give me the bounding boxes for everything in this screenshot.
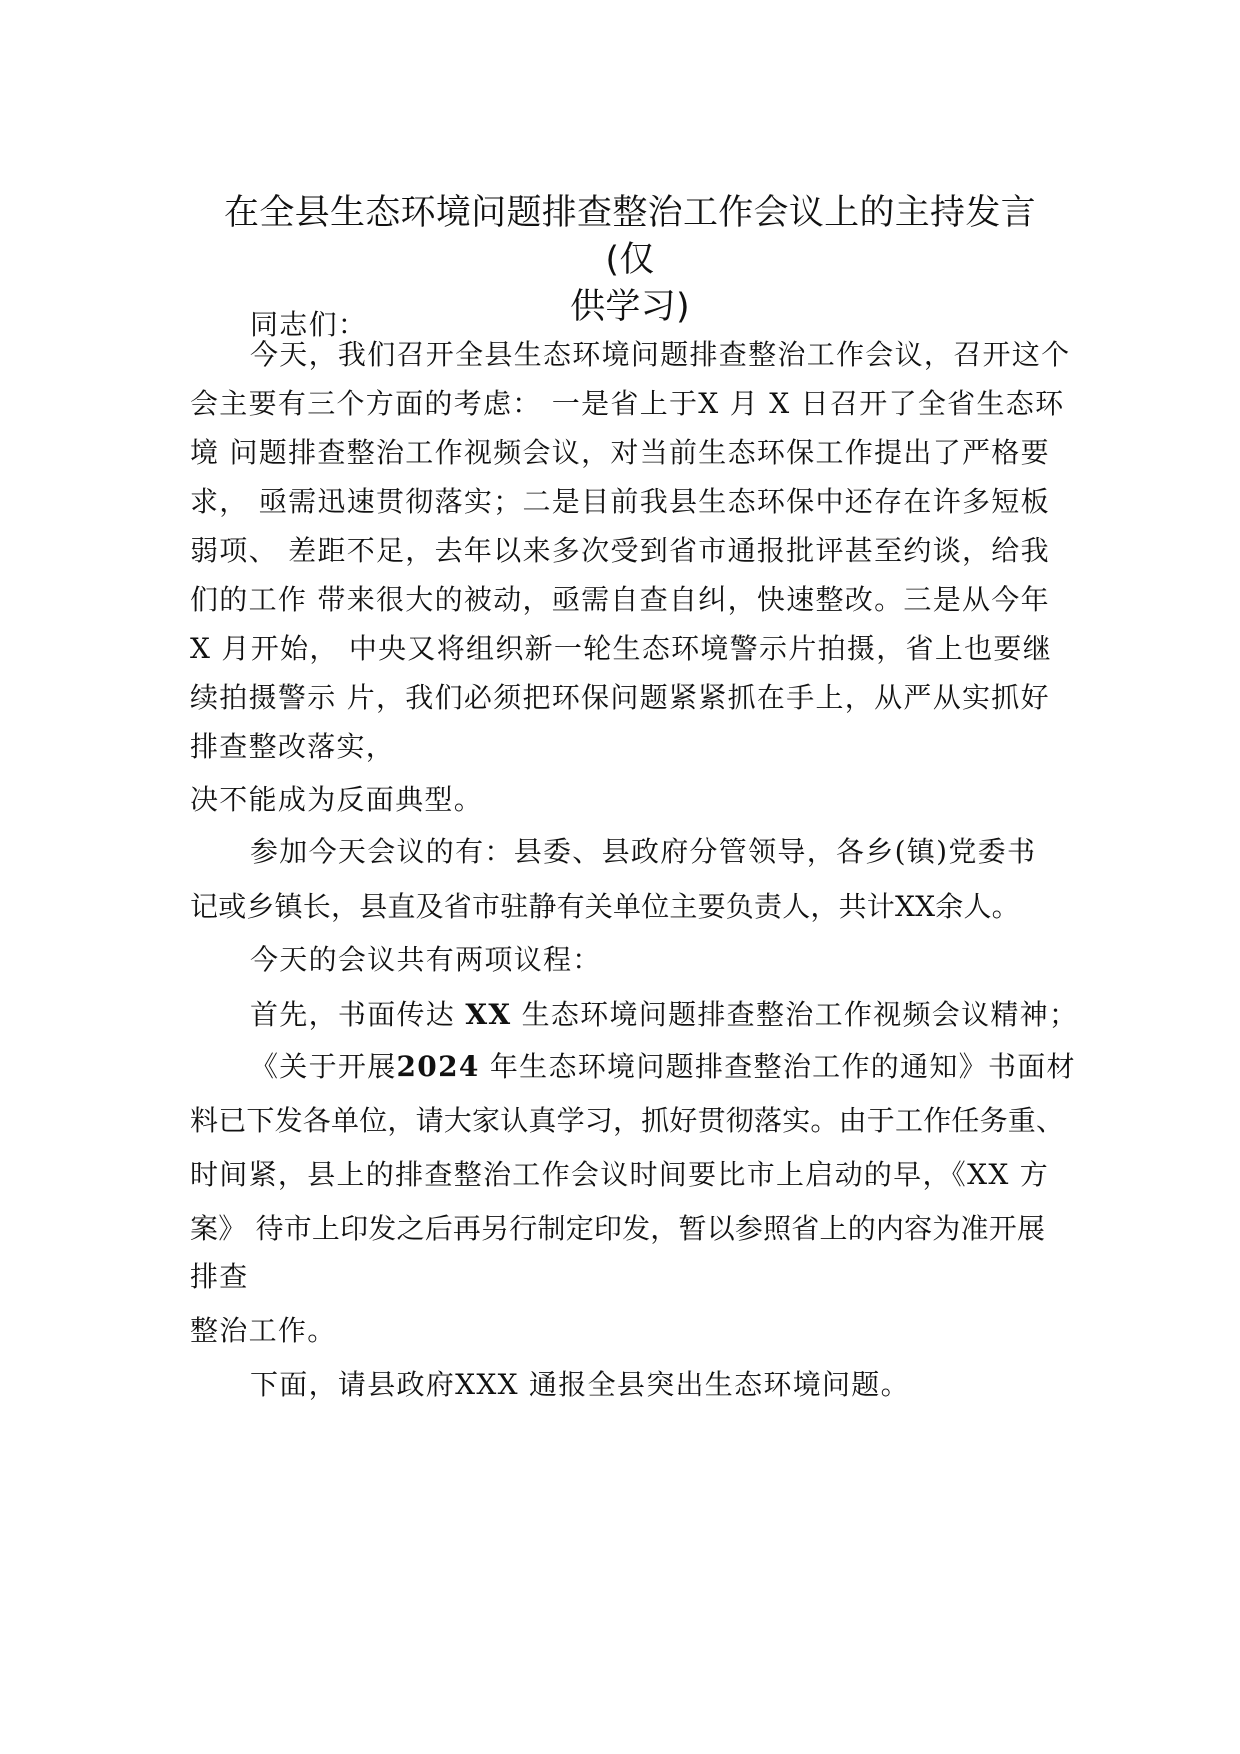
paragraph-1-line-7: X 月开始， 中央又将组织新一轮生态环境警示片拍摄，省上也要继 xyxy=(190,632,1053,665)
paragraph-5-line-4: 案》 待市上印发之后再另行制定印发，暂以参照省上的内容为准开展 xyxy=(190,1212,1046,1245)
paragraph-6: 下面，请县政府XXX 通报全县突出生态环境问题。 xyxy=(250,1368,910,1401)
paragraph-5-line-2: 料已下发各单位，请大家认真学习，抓好贯彻落实。由于工作任务重、 xyxy=(190,1104,1065,1137)
paragraph-5-line-3: 时间紧，县上的排查整治工作会议时间要比市上启动的早，《XX 方 xyxy=(190,1158,1050,1191)
paragraph-5-line-1 xyxy=(250,1047,1076,1087)
title-line-2: 供学习) xyxy=(570,287,690,327)
paragraph-1-line-9: 排查整改落实， xyxy=(190,730,396,763)
paragraph-1-line-8: 续拍摄警示 片，我们必须把环保问题紧紧抓在手上，从严从实抓好 xyxy=(190,681,1050,714)
paragraph-5-line-1-pre: 《关于开展 xyxy=(250,1050,397,1083)
paragraph-1-line-3: 境 问题排查整治工作视频会议，对当前生态环保工作提出了严格要 xyxy=(190,436,1050,469)
paragraph-4-bold: XX xyxy=(465,998,512,1031)
paragraph-4-post: 生态环境问题排查整治工作视频会议精神； xyxy=(511,998,1079,1031)
salutation: 同志们： xyxy=(250,308,368,341)
paragraph-5-line-5: 排查 xyxy=(190,1260,249,1293)
title-line-1: 在全县生态环境问题排查整治工作会议上的主持发言(仅 xyxy=(224,193,1036,280)
paragraph-5-line-1-bold: 2024 xyxy=(396,1050,480,1083)
paragraph-2-line-2: 记或乡镇长，县直及省市驻静有关单位主要负责人，共计XX余人。 xyxy=(190,890,1020,923)
paragraph-1-line-2: 会主要有三个方面的考虑： 一是省上于X 月 X 日召开了全省生态环 xyxy=(190,387,1065,420)
paragraph-4 xyxy=(250,995,1078,1035)
paragraph-5-line-6: 整治工作。 xyxy=(190,1314,337,1347)
paragraph-1-line-10: 决不能成为反面典型。 xyxy=(190,783,484,816)
paragraph-4-pre: 首先，书面传达 xyxy=(250,998,466,1031)
paragraph-1-line-1: 今天，我们召开全县生态环境问题排查整治工作会议，召开这个 xyxy=(250,338,1071,371)
paragraph-3: 今天的会议共有两项议程： xyxy=(250,943,602,976)
paragraph-2-line-1: 参加今天会议的有：县委、县政府分管领导，各乡(镇)党委书 xyxy=(250,835,1037,868)
paragraph-5-line-1-post: 年生态环境问题排查整治工作的通知》书面材 xyxy=(479,1050,1076,1083)
paragraph-1-line-5: 弱项、 差距不足，去年以来多次受到省市通报批评甚至约谈，给我 xyxy=(190,534,1050,567)
paragraph-1-line-4: 求， 亟需迅速贯彻落实；二是目前我县生态环保中还存在许多短板 xyxy=(190,485,1050,518)
paragraph-1-line-6: 们的工作 带来很大的被动，亟需自查自纠，快速整改。三是从今年 xyxy=(190,583,1050,616)
